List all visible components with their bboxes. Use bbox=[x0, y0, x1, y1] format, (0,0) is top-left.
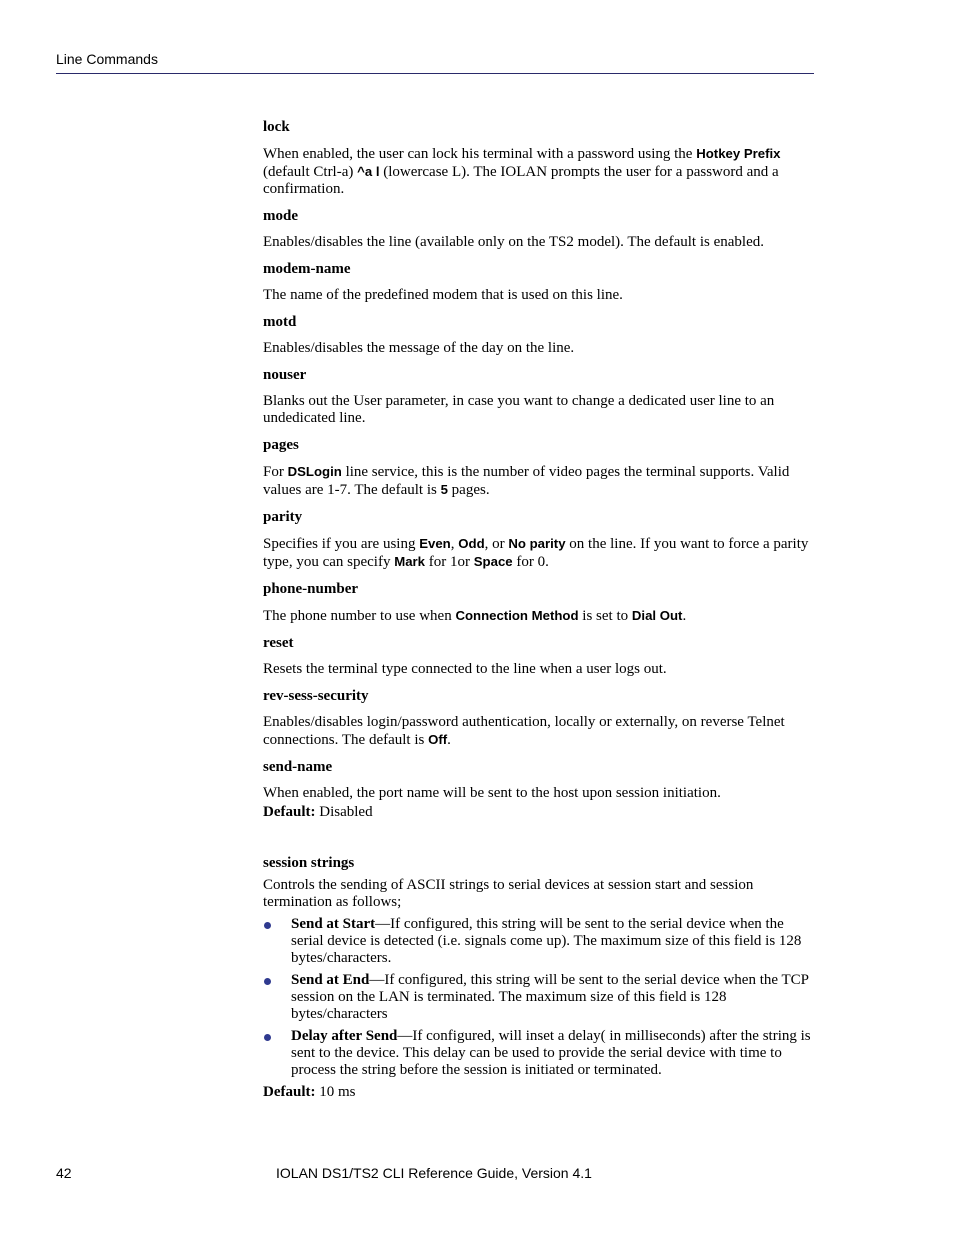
desc-parity: Specifies if you are using Even, Odd, or No parity on the line. If you want to force a parity type, you can specify Mark for 1or Space for 0. bbox=[263, 536, 809, 570]
key-sequence: ^a l bbox=[357, 164, 380, 179]
page-number: 42 bbox=[56, 1165, 72, 1181]
desc-send-name: When enabled, the port name will be sent to the host upon session initiation. bbox=[263, 785, 721, 801]
running-header: Line Commands bbox=[56, 51, 158, 67]
desc-phone-number: The phone number to use when Connection Method is set to Dial Out. bbox=[263, 608, 687, 624]
desc-reset: Resets the terminal type connected to the line when a user logs out. bbox=[263, 661, 667, 677]
default-session-strings: Default: 10 ms bbox=[263, 1084, 356, 1100]
bullet-icon bbox=[264, 922, 271, 929]
term-pages: pages bbox=[263, 437, 299, 453]
term-parity: parity bbox=[263, 509, 303, 525]
term-mode: mode bbox=[263, 208, 298, 224]
term-rev-sess-security: rev-sess-security bbox=[263, 688, 369, 704]
hotkey-prefix-ref: Hotkey Prefix bbox=[696, 146, 781, 161]
desc-mode: Enables/disables the line (available only on the TS2 model). The default is enabled. bbox=[263, 234, 764, 250]
term-motd: motd bbox=[263, 314, 297, 330]
desc-nouser: Blanks out the User parameter, in case you want to change a dedicated user line to an undedicated line. bbox=[263, 393, 775, 426]
term-session-strings: session strings bbox=[263, 855, 355, 871]
term-reset: reset bbox=[263, 635, 294, 651]
list-item: Send at Start—If configured, this string will be sent to the serial device when the serial device is detected (i.e. signals come up). The maximum size of this field is 128 bytes/characters. bbox=[263, 916, 815, 967]
session-strings-list bbox=[263, 916, 815, 1079]
header-rule bbox=[56, 73, 814, 74]
desc-lock: When enabled, the user can lock his terminal with a password using the Hotkey Prefix (default Ctrl-a) ^a l (lowercase L). The IOLAN prompts the user for a password and a confirmation. bbox=[263, 146, 781, 197]
desc-motd: Enables/disables the message of the day on the line. bbox=[263, 340, 575, 356]
page-content bbox=[263, 119, 815, 1101]
bullet-icon bbox=[264, 1034, 271, 1041]
desc-rev-sess-security: Enables/disables login/password authentication, locally or externally, on reverse Telnet connections. The default is Off. bbox=[263, 714, 785, 748]
footer-title: IOLAN DS1/TS2 CLI Reference Guide, Version 4.1 bbox=[276, 1165, 592, 1181]
desc-modem-name: The name of the predefined modem that is used on this line. bbox=[263, 287, 623, 303]
default-send-name: Default: Disabled bbox=[263, 804, 373, 820]
desc-pages: For DSLogin line service, this is the number of video pages the terminal supports. Valid values are 1-7. The default is 5 pages. bbox=[263, 464, 790, 498]
bullet-icon bbox=[264, 978, 271, 985]
list-item: Delay after Send—If configured, will inset a delay( in milliseconds) after the string is sent to the device. This delay can be used to provide the serial device with time to process the string before the session is initiated or terminated. bbox=[263, 1028, 815, 1079]
term-phone-number: phone-number bbox=[263, 581, 359, 597]
term-lock: lock bbox=[263, 119, 290, 135]
list-item: Send at End—If configured, this string will be sent to the serial device when the TCP session on the LAN is terminated. The maximum size of this field is 128 bytes/characters bbox=[263, 972, 815, 1023]
desc-session-strings: Controls the sending of ASCII strings to serial devices at session start and session termination as follows; bbox=[263, 877, 754, 910]
term-modem-name: modem-name bbox=[263, 261, 351, 277]
term-send-name: send-name bbox=[263, 759, 333, 775]
term-nouser: nouser bbox=[263, 367, 307, 383]
